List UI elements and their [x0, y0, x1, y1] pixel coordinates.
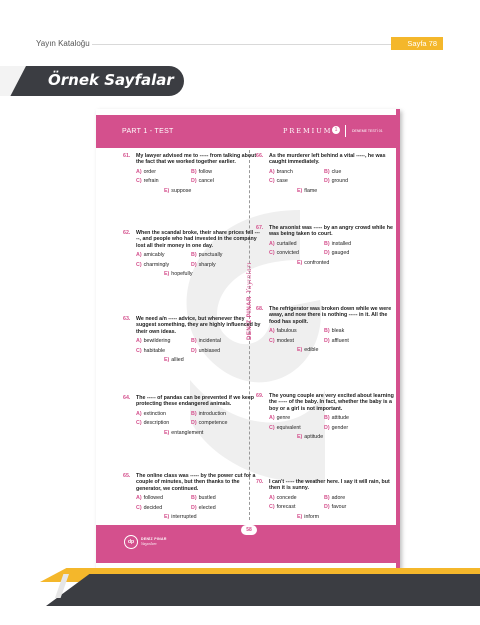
- publisher-name: DENİZ PINAR: [141, 537, 167, 541]
- option-c: C) convicted: [269, 250, 299, 257]
- question-number: 61.: [123, 153, 131, 159]
- question-67: [256, 225, 394, 266]
- option-e: E) entanglement: [164, 429, 204, 436]
- option-c: C) decided: [136, 504, 163, 511]
- option-b: B) bustled: [191, 495, 216, 502]
- sheet-side-strip: [396, 109, 400, 569]
- question-68: [256, 306, 394, 354]
- question-stem: The young couple are very excited about learning the ----- of the baby. In fact, whether the baby is a boy or a girl is not important.: [269, 393, 394, 412]
- option-d: D) cancel: [191, 178, 214, 185]
- question-number: 64.: [123, 395, 131, 401]
- option-e: E) edible: [297, 347, 319, 354]
- option-c: C) charmingly: [136, 261, 170, 268]
- question-stem: As the murderer left behind a vital -----, he was caught immediately.: [269, 153, 386, 166]
- question-number: 70.: [256, 479, 264, 485]
- question-stem: I can't ----- the weather here. I say it will rain, but then it is sunny.: [269, 479, 390, 492]
- option-a: A) bewildering: [136, 338, 171, 345]
- option-a: A) order: [136, 168, 156, 175]
- question-stem: When the scandal broke, their share prices fell -----, and people who had invested in the company lost all their money in one day.: [136, 230, 260, 249]
- question-stem: We need a/n ----- advice, but whenever they suggest something, they are highly influenced by their own ideas.: [136, 316, 261, 335]
- part-title: PART 1 - TEST: [122, 128, 174, 135]
- publisher-subtitle: Yayınları: [141, 542, 157, 546]
- option-c: C) equivalent: [269, 424, 301, 431]
- option-e: E) flame: [297, 187, 318, 194]
- option-e: E) hopefully: [164, 271, 193, 278]
- option-c: C) modest: [269, 337, 294, 344]
- question-stem: The ----- of pandas can be prevented if we keep protecting these endangered animals.: [136, 395, 255, 408]
- option-c: C) case: [269, 178, 288, 185]
- option-a: A) fabulous: [269, 328, 297, 335]
- question-number: 69.: [256, 393, 264, 399]
- option-b: B) adore: [324, 494, 346, 501]
- option-c: C) habitable: [136, 347, 166, 354]
- question-stem: My lawyer advised me to ----- from talking about the fact that we worked together earlier.: [136, 153, 257, 166]
- publisher-logo-icon: dp: [124, 535, 138, 549]
- series-badge: 1: [332, 126, 340, 134]
- option-d: D) ground: [324, 178, 349, 185]
- vertical-brand-script: Yayınları: [246, 262, 253, 294]
- option-e: E) allied: [164, 357, 184, 364]
- bottom-dark-band: [46, 574, 480, 606]
- question-66: [256, 153, 394, 194]
- question-70: [256, 479, 394, 520]
- series-name: PREMIUM: [283, 127, 333, 135]
- option-d: D) gender: [324, 424, 349, 431]
- option-a: A) branch: [269, 168, 293, 175]
- option-b: B) punctually: [191, 252, 223, 259]
- question-61: [123, 153, 264, 194]
- option-d: D) elected: [191, 504, 216, 511]
- option-d: D) favour: [324, 504, 347, 511]
- option-b: B) follow: [191, 168, 213, 175]
- option-a: A) concede: [269, 494, 297, 501]
- question-number: 68.: [256, 306, 264, 312]
- question-number: 67.: [256, 225, 264, 231]
- question-number: 62.: [123, 230, 131, 236]
- option-e: E) interrupted: [164, 514, 197, 521]
- catalog-label: Yayın Kataloğu: [36, 39, 90, 48]
- option-d: D) gauged: [324, 250, 350, 257]
- option-b: B) installed: [324, 240, 352, 247]
- option-c: C) forecast: [269, 504, 296, 511]
- option-d: D) unbiased: [191, 347, 221, 354]
- option-a: A) curtailed: [269, 240, 297, 247]
- question-69: [256, 393, 394, 441]
- option-e: E) aptitude: [297, 434, 324, 441]
- test-code: DENEME TESTİ 01: [352, 129, 383, 133]
- option-d: D) competence: [191, 420, 228, 427]
- option-a: A) followed: [136, 495, 164, 502]
- page-title: Örnek Sayfalar: [48, 71, 174, 89]
- header-divider: [92, 44, 392, 45]
- option-c: C) refrain: [136, 178, 159, 185]
- sheet-page-number: 58: [241, 525, 257, 535]
- option-e: E) confronted: [297, 259, 330, 266]
- option-b: B) bleak: [324, 328, 345, 335]
- option-e: E) suppose: [164, 187, 192, 194]
- option-d: D) sharply: [191, 261, 216, 268]
- question-63: [123, 316, 261, 364]
- option-a: A) extinction: [136, 410, 166, 417]
- question-stem: The arsonist was ----- by an angry crowd while he was being taken to court.: [269, 225, 393, 238]
- option-d: D) affluent: [324, 337, 349, 344]
- option-a: A) genre: [269, 415, 291, 422]
- page-badge: Sayfa 78: [391, 37, 443, 50]
- question-stem: The online class was ----- by the power cut for a couple of minutes, but then thanks to the generator, we continued.: [136, 473, 256, 492]
- option-b: B) introduction: [191, 410, 226, 417]
- question-65: [123, 473, 264, 521]
- option-e: E) inform: [297, 513, 320, 520]
- question-number: 66.: [256, 153, 264, 159]
- question-number: 65.: [123, 473, 131, 479]
- option-a: A) amicably: [136, 252, 165, 259]
- vertical-brand-name: DENİZ PINAR: [247, 296, 253, 340]
- option-b: B) incidental: [191, 338, 221, 345]
- option-b: B) attitude: [324, 415, 349, 422]
- series-divider: [345, 125, 346, 137]
- question-number: 63.: [123, 316, 131, 322]
- question-stem: The refrigerator was broken down while we were away, and now there is nothing ----- in it. All the food has spoilt.: [269, 306, 392, 325]
- option-b: B) clue: [324, 168, 342, 175]
- option-c: C) description: [136, 420, 170, 427]
